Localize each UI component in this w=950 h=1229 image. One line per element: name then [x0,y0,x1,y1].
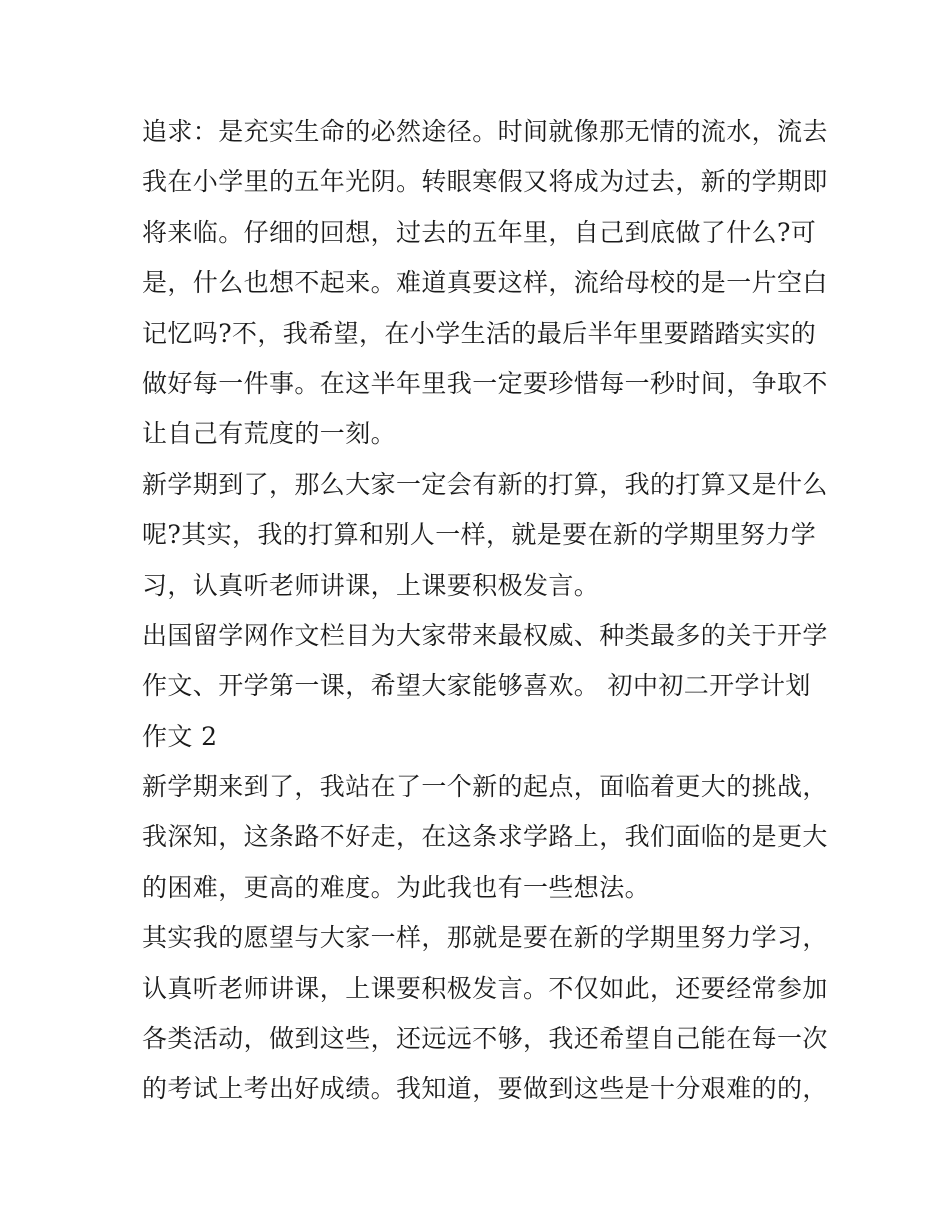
text-line: 让自己有荒度的一刻。 [142,419,397,449]
text-line: 我在小学里的五年光阴。转眼寒假又将成为过去，新的学期即 [142,167,828,197]
text-line: 记忆吗?不，我希望，在小学生活的最后半年里要踏踏实实的 [142,318,817,348]
text-line: 我深知，这条路不好走，在这条求学路上，我们面临的是更大 [142,822,828,852]
text-line: 是，什么也想不起来。难道真要这样，流给母校的是一片空白 [142,268,828,298]
text-line: 新学期到了，那么大家一定会有新的打算，我的打算又是什么 [142,469,828,499]
text-line: 作文、开学第一课，希望大家能够喜欢。 初中初二开学计划 [142,671,811,701]
text-line: 出国留学网作文栏目为大家带来最权威、种类最多的关于开学 [142,620,828,650]
text-line: 做好每一件事。在这半年里我一定要珍惜每一秒时间，争取不 [142,368,828,398]
text-line: 认真听老师讲课，上课要积极发言。不仅如此，还要经常参加 [142,973,828,1003]
text-line: 习，认真听老师讲课，上课要积极发言。 [142,570,600,600]
text-line: 的困难，更高的难度。为此我也有一些想法。 [142,872,651,902]
body-text [142,107,828,1115]
text-line: 呢?其实，我的打算和别人一样，就是要在新的学期里努力学 [142,520,817,550]
text-line: 将来临。仔细的回想，过去的五年里，自己到底做了什么?可 [142,217,817,247]
text-line: 新学期来到了，我站在了一个新的起点，面临着更大的挑战， [142,772,828,802]
text-line: 其实我的愿望与大家一样，那就是要在新的学期里努力学习， [142,923,828,953]
text-line: 各类活动，做到这些，还远远不够，我还希望自己能在每一次 [142,1024,828,1054]
text-line: 作文 2 [142,721,218,751]
text-line: 的考试上考出好成绩。我知道，要做到这些是十分艰难的的， [142,1074,828,1104]
text-line: 追求：是充实生命的必然途径。时间就像那无情的流水，流去 [142,117,828,146]
